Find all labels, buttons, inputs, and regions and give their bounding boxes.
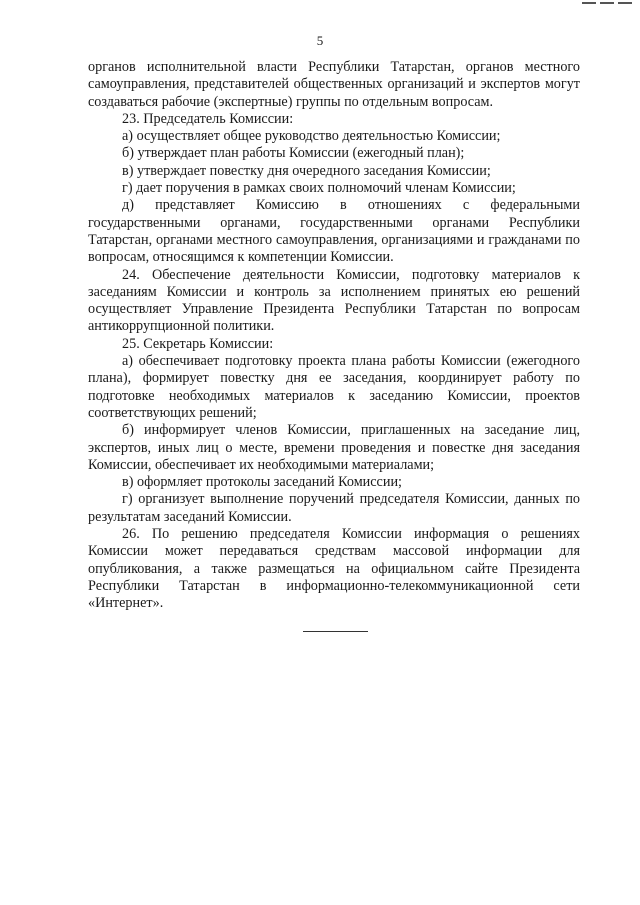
paragraph-p9: 25. Секретарь Комиссии: xyxy=(122,335,274,352)
paragraph-p6: г) дает поручения в рамках своих полномочий членам Комиссии; xyxy=(122,180,516,197)
page-number: 5 xyxy=(316,33,324,48)
paragraph-p13: г) организует выполнение поручений председателя Комиссии, данных по результатам заседаний Комиссии. xyxy=(88,491,580,525)
paragraph-p3: а) осуществляет общее руководство деятельностью Комиссии; xyxy=(122,128,501,145)
header-marks xyxy=(582,2,632,4)
paragraph-p8: 24. Обеспечение деятельности Комиссии, подготовку материалов к заседаниям Комиссии и контроль за исполнением принятых ею решений осуществляет Управление Президента Республики Татарстан по вопросам антикоррупционной политики. xyxy=(88,266,580,335)
paragraph-p12: в) оформляет протоколы заседаний Комиссии; xyxy=(122,474,402,491)
paragraph-p7: д) представляет Комиссию в отношениях с федеральными государственными органами, государственными органами Республики Татарстан, органами местного самоуправления, организациями и гражданами по вопросам, относящимся к компетенции Комиссии. xyxy=(88,197,580,266)
paragraph-p4: б) утверждает план работы Комиссии (ежегодный план); xyxy=(122,145,465,162)
paragraph-p1: органов исполнительной власти Республики Татарстан, органов местного самоуправления, представителей общественных организаций и экспертов могут создаваться рабочие (экспертные) группы по отдельным вопросам. xyxy=(88,59,580,110)
document-body xyxy=(88,59,580,613)
header-mark xyxy=(582,2,596,4)
paragraph-p14: 26. По решению председателя Комиссии информация о решениях Комиссии может передаваться средствам массовой информации для опубликования, а также размещаться на официальном сайте Президента Республики Татарстан в информационно-телекоммуникационной сети «Интернет». xyxy=(88,526,580,612)
header-mark xyxy=(600,2,614,4)
paragraph-p10: а) обеспечивает подготовку проекта плана работы Комиссии (ежегодного плана), формирует повестку дня ее заседания, координирует работу по подготовке необходимых материалов к заседанию Комиссии, проектов соответствующих решений; xyxy=(88,353,580,421)
paragraph-p11: б) информирует членов Комиссии, приглашенных на заседание лиц, экспертов, иных лиц о месте, времени проведения и повестке дня заседания Комиссии, обеспечивает их необходимыми материалами; xyxy=(88,422,580,473)
header-mark xyxy=(618,2,632,4)
paragraph-p2: 23. Председатель Комиссии: xyxy=(122,110,294,127)
end-of-document-rule xyxy=(303,631,368,632)
paragraph-p5: в) утверждает повестку дня очередного заседания Комиссии; xyxy=(122,162,491,179)
